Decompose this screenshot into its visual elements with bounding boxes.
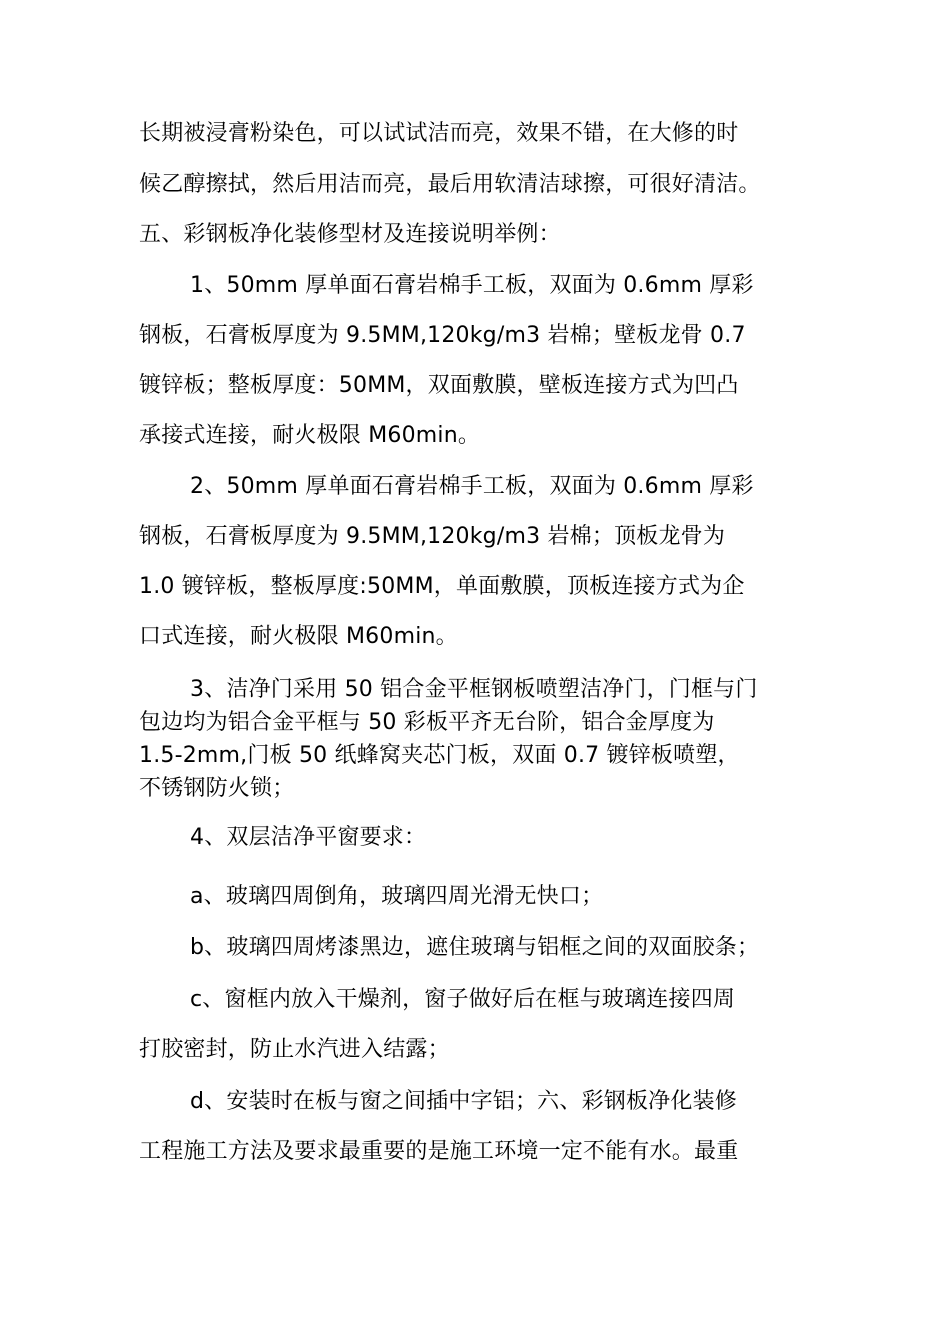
text-line: 长期被浸膏粉染色，可以试试洁而亮，效果不错，在大修的时 [139,121,739,146]
text-line: 工程施工方法及要求最重要的是施工环境一定不能有水。最重 [139,1139,739,1164]
text-line: 包边均为铝合金平框与 50 彩板平齐无台阶，铝合金厚度为 [139,710,715,735]
text-line: 1.0 镀锌板，整板厚度:50MM，单面敷膜，顶板连接方式为企 [139,574,745,599]
text-line: 3、洁净门采用 50 铝合金平框钢板喷塑洁净门，门框与门 [190,677,758,702]
list-item: a、玻璃四周倒角，玻璃四周光滑无快口； [190,884,604,909]
text-line: 镀锌板；整板厚度：50MM，双面敷膜，壁板连接方式为凹凸 [139,373,739,398]
text-line: 2、50mm 厚单面石膏岩棉手工板，双面为 0.6mm 厚彩 [190,474,754,499]
list-item: b、玻璃四周烤漆黑边，遮住玻璃与铝框之间的双面胶条； [190,935,760,960]
text-line: 不锈钢防火锁； [139,776,295,801]
text-line: 钢板，石膏板厚度为 9.5MM,120kg/m3 岩棉；顶板龙骨为 [139,524,726,549]
section-heading: 五、彩钢板净化装修型材及连接说明举例： [139,222,561,247]
text-line: 4、双层洁净平窗要求： [190,825,427,850]
text-line: 候乙醇擦拭，然后用洁而亮，最后用软清洁球擦，可很好清洁。 [139,172,761,197]
text-line: 钢板，石膏板厚度为 9.5MM,120kg/m3 岩棉；壁板龙骨 0.7 [139,323,746,348]
text-line: 打胶密封，防止水汽进入结露； [139,1037,450,1062]
text-line: 口式连接，耐火极限 M60min。 [139,624,458,649]
text-line: 1.5-2mm,门板 50 纸蜂窝夹芯门板，双面 0.7 镀锌板喷塑， [139,743,740,768]
text-line: 1、50mm 厚单面石膏岩棉手工板，双面为 0.6mm 厚彩 [190,273,754,298]
list-item: c、窗框内放入干燥剂，窗子做好后在框与玻璃连接四周 [190,987,736,1012]
list-item: d、安装时在板与窗之间插中字铝；六、彩钢板净化装修 [190,1089,737,1114]
text-line: 承接式连接，耐火极限 M60min。 [139,423,481,448]
